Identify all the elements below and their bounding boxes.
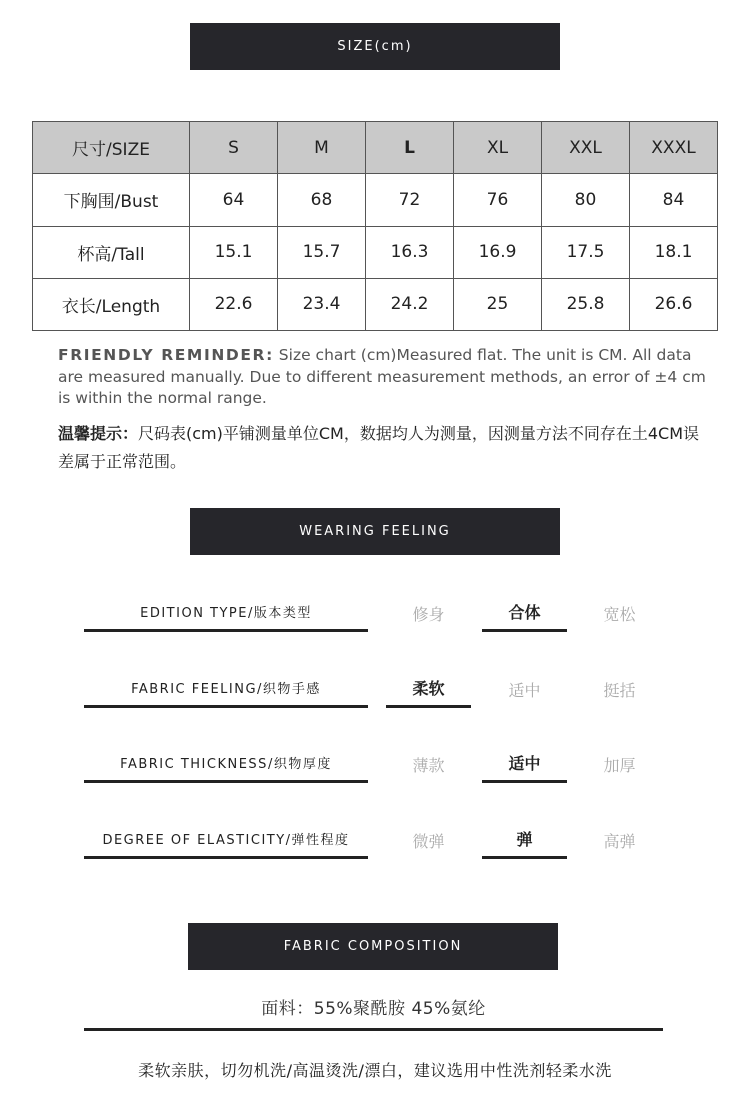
table-row: [33, 226, 718, 278]
feeling-option: 修身: [412, 604, 445, 624]
table-cell: 84: [630, 174, 718, 226]
feeling-option: 合体: [482, 594, 567, 632]
size-banner-title: SIZE(cm): [337, 39, 413, 54]
table-cell: 23.4: [278, 278, 366, 330]
row-label: 下胸围/Bust: [33, 174, 190, 226]
table-header-cell: XL: [454, 122, 542, 174]
size-table: [32, 121, 718, 331]
care-instructions: 柔软亲肤，切勿机洗/高温烫洗/漂白，建议选用中性洗剂轻柔水洗: [138, 1061, 612, 1080]
table-cell: 18.1: [630, 226, 718, 278]
reminder-chinese: [58, 420, 708, 476]
table-cell: 17.5: [542, 226, 630, 278]
reminder-english-text: Size chart (cm)Measured flat. The unit is CM. All data are measured manually. Due to different measurement methods, an error of ±4 cm is within the normal range.: [58, 346, 706, 407]
table-header-row: [33, 122, 718, 174]
reminder-english: [58, 345, 708, 410]
feeling-option: 宽松: [603, 604, 636, 624]
table-header-cell: 尺寸/SIZE: [33, 122, 190, 174]
table-header-cell: M: [278, 122, 366, 174]
feeling-row-edition-type: [0, 594, 750, 644]
feeling-option: 高弹: [603, 831, 636, 851]
feeling-row-fabric-thickness: [0, 745, 750, 795]
feeling-option: 薄款: [412, 755, 445, 775]
table-row: [33, 174, 718, 226]
table-cell: 15.1: [190, 226, 278, 278]
fabric-composition-banner: [188, 923, 558, 970]
feeling-option: 柔软: [386, 670, 471, 708]
feeling-option: 加厚: [603, 755, 636, 775]
feeling-option: 挺括: [603, 680, 636, 700]
table-header-cell: XXL: [542, 122, 630, 174]
feeling-option: 弹: [482, 821, 567, 859]
feeling-option: 适中: [482, 745, 567, 783]
table-cell: 16.9: [454, 226, 542, 278]
row-label: 衣长/Length: [33, 278, 190, 330]
feeling-label: DEGREE OF ELASTICITY/弹性程度: [84, 821, 368, 859]
table-header-cell: L: [366, 122, 454, 174]
table-cell: 72: [366, 174, 454, 226]
reminder-english-lead: FRIENDLY REMINDER:: [58, 346, 274, 364]
table-cell: 15.7: [278, 226, 366, 278]
wearing-feeling-title: WEARING FEELING: [299, 524, 451, 539]
table-row: [33, 278, 718, 330]
reminder-chinese-lead: 温馨提示：: [58, 424, 139, 443]
table-cell: 64: [190, 174, 278, 226]
table-cell: 76: [454, 174, 542, 226]
feeling-label: EDITION TYPE/版本类型: [84, 594, 368, 632]
table-cell: 68: [278, 174, 366, 226]
fabric-composition-title: FABRIC COMPOSITION: [283, 939, 463, 954]
feeling-option: 适中: [508, 680, 541, 700]
table-cell: 25: [454, 278, 542, 330]
table-cell: 26.6: [630, 278, 718, 330]
table-header-cell: XXXL: [630, 122, 718, 174]
feeling-row-fabric-feeling: [0, 670, 750, 720]
fabric-composition-text: 面料：55%聚酰胺 45%氨纶: [84, 985, 663, 1031]
table-cell: 22.6: [190, 278, 278, 330]
feeling-label: FABRIC THICKNESS/织物厚度: [84, 745, 368, 783]
feeling-label: FABRIC FEELING/织物手感: [84, 670, 368, 708]
table-cell: 80: [542, 174, 630, 226]
table-cell: 16.3: [366, 226, 454, 278]
feeling-option: 微弹: [412, 831, 445, 851]
table-cell: 25.8: [542, 278, 630, 330]
table-cell: 24.2: [366, 278, 454, 330]
reminder-chinese-text: 尺码表(cm)平铺测量单位CM，数据均人为测量，因测量方法不同存在土4CM误差属于正常范围。: [58, 424, 700, 471]
feeling-row-elasticity: [0, 821, 750, 871]
row-label: 杯高/Tall: [33, 226, 190, 278]
table-header-cell: S: [190, 122, 278, 174]
wearing-feeling-banner: [190, 508, 560, 555]
size-banner: [190, 23, 560, 70]
